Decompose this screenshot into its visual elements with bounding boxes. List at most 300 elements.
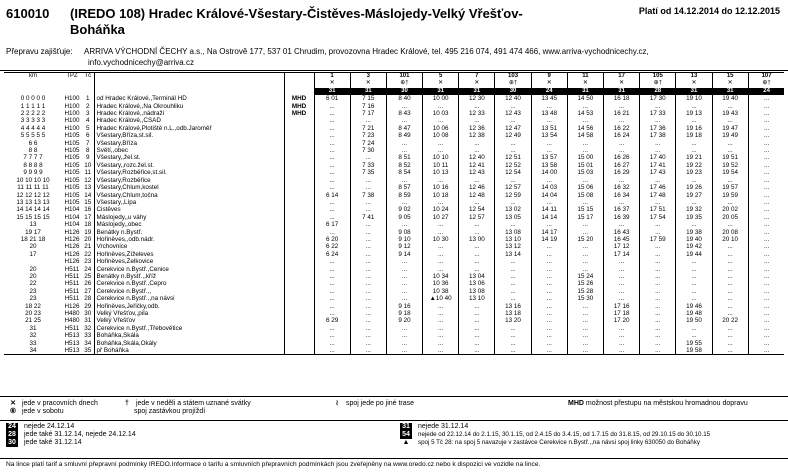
stop-mhd — [284, 214, 314, 221]
triangle-icon: ▲ — [400, 439, 412, 447]
departure-time: 17 40 — [640, 154, 676, 161]
stop-tpz: H100 — [64, 110, 80, 118]
departure-time: ... — [314, 110, 350, 117]
departure-time: 7 24 — [350, 140, 386, 147]
stop-name: Máslojedy,,obec — [94, 221, 284, 228]
departure-time: ... — [350, 236, 386, 243]
stop-km: 15 15 15 15 — [16, 213, 50, 221]
stop-row — [4, 236, 784, 243]
stop-name: Všestary,Chlum,točna — [94, 192, 284, 199]
note-54: 54 nejede od 22.12.14 do 2.1.15, 30.1.15, od 2.4.15 do 3.4.15, od 1.7.15 do 31.8.15, od 29.10.15 do 30.10.15 — [400, 431, 710, 439]
stop-row — [4, 147, 784, 154]
departure-time: 13 58 — [531, 162, 567, 169]
departure-time: ... — [748, 288, 784, 295]
stop-mhd — [284, 177, 314, 184]
departure-time: 8 57 — [386, 184, 422, 191]
trip-number: 107 — [748, 73, 784, 81]
departure-time: 15 30 — [567, 295, 603, 302]
departure-time: 16 27 — [604, 162, 640, 169]
stop-tpz: H480 — [64, 317, 80, 325]
departure-time: ... — [350, 347, 386, 355]
operating-days-icon: ✕ — [567, 80, 603, 87]
stop-name: Velký Vřešťov — [94, 317, 284, 324]
departure-time: ... — [423, 251, 459, 258]
departure-time: ... — [386, 177, 422, 184]
stop-name: Hořiněves,Jeřičky,odb. — [94, 303, 284, 310]
stop-row — [4, 154, 784, 161]
departure-time: ... — [314, 310, 350, 317]
operating-days-icon: ✕ — [314, 80, 350, 87]
departure-time: ... — [676, 147, 712, 154]
carrier-label: Přepravu zajišťuje: — [6, 47, 73, 56]
stop-tpz: H126 — [64, 228, 80, 236]
stop-mhd — [284, 251, 314, 258]
stop-row — [4, 184, 784, 191]
departure-time: ... — [495, 103, 531, 110]
trip-note-code: 28 — [640, 88, 676, 95]
departure-time: ... — [459, 347, 495, 355]
departure-time: ... — [314, 117, 350, 124]
trip-note-code: 31 — [350, 88, 386, 95]
operating-days-icon: ✕ — [712, 80, 748, 87]
stop-mhd — [284, 132, 314, 139]
header-blank — [4, 80, 62, 87]
departure-time: ... — [604, 103, 640, 110]
header-blank — [94, 88, 284, 95]
departure-time: 15 03 — [567, 169, 603, 176]
departure-time: ... — [712, 243, 748, 250]
departure-time: 16 29 — [604, 169, 640, 176]
departure-time: ... — [459, 117, 495, 124]
stop-tpz: H104 — [64, 213, 80, 221]
departure-time: 19 13 — [676, 110, 712, 117]
departure-time: 10 36 — [423, 280, 459, 287]
operating-days-icon: ✕ — [350, 80, 386, 87]
stop-km: 18 21 18 — [20, 235, 46, 243]
departure-time: 10 06 — [423, 125, 459, 132]
departure-time: ... — [531, 340, 567, 347]
departure-time: 15 08 — [567, 192, 603, 199]
stop-km: 32 — [29, 332, 37, 340]
departure-time: ... — [314, 325, 350, 332]
departure-time: 13 20 — [495, 317, 531, 324]
departure-time: ... — [604, 177, 640, 184]
departure-time: 12 46 — [459, 184, 495, 191]
departure-time: ... — [531, 325, 567, 332]
departure-time: ... — [567, 140, 603, 147]
departure-time: ... — [314, 206, 350, 213]
note-badge: 30 — [6, 439, 18, 447]
stop-tc: 18 — [82, 221, 94, 228]
departure-time: 10 16 — [423, 184, 459, 191]
departure-time: ... — [748, 177, 784, 184]
departure-time: 9 10 — [386, 236, 422, 243]
tpz-header: TPZ — [62, 73, 82, 81]
departure-time: 14 00 — [531, 169, 567, 176]
departure-time: 12 43 — [459, 169, 495, 176]
departure-time: ... — [640, 103, 676, 110]
stop-tpz: H100 — [64, 124, 80, 132]
departure-time: ... — [314, 132, 350, 139]
departure-time: ... — [640, 258, 676, 265]
departure-time: ... — [604, 258, 640, 265]
departure-time: 13 10 — [495, 236, 531, 243]
departure-time: ... — [495, 340, 531, 347]
note-badge: 54 — [400, 431, 412, 439]
operating-days-icon: ✕ — [531, 80, 567, 87]
departure-time: ... — [386, 288, 422, 295]
departure-time: ... — [314, 177, 350, 184]
departure-time: ... — [712, 251, 748, 258]
stop-name: Hradec Králové,,Na Okrouhliku — [94, 103, 284, 110]
departure-time: ... — [712, 199, 748, 206]
stop-name: Všestary,Rozběřice,st.sil. — [94, 169, 284, 176]
departure-time: 8 54 — [386, 169, 422, 176]
departure-time: ... — [314, 295, 350, 302]
stop-tpz: H511 — [64, 324, 80, 332]
stop-name: Benátky n.Bystř. — [94, 229, 284, 236]
departure-time: ... — [459, 229, 495, 236]
stop-name: Hradec Králové,Plotiště n.L.,odb.Jaroměř — [94, 125, 284, 132]
trip-number: 13 — [676, 73, 712, 81]
departure-time: ... — [712, 273, 748, 280]
departure-time: ▲10 40 — [423, 295, 459, 302]
departure-time: ... — [567, 258, 603, 265]
note-30: 30 jede také 31.12.14 — [6, 439, 82, 447]
departure-time: ... — [640, 310, 676, 317]
departure-time: ... — [459, 340, 495, 347]
stop-tpz: H100 — [64, 95, 80, 103]
departure-time: ... — [531, 177, 567, 184]
stop-tpz: H126 — [64, 243, 80, 251]
stop-name: Všestary,Rozběřice — [94, 177, 284, 184]
trip-note-code: 24 — [531, 88, 567, 95]
stop-tc: 29 — [82, 303, 94, 310]
trip-number: 103 — [495, 73, 531, 81]
stop-name: Cerekvice n.Bystř.,Čepro — [94, 280, 284, 287]
stop-row — [4, 95, 784, 102]
departure-time: ... — [386, 347, 422, 355]
departure-time: ... — [495, 147, 531, 154]
header-blank — [94, 80, 284, 87]
operating-days-icon: ⊕† — [495, 80, 531, 87]
stop-tc: 6 — [82, 132, 94, 139]
departure-time: 6 24 — [314, 251, 350, 258]
departure-time: ... — [495, 280, 531, 287]
departure-time: 17 59 — [640, 236, 676, 243]
departure-time: 19 59 — [712, 192, 748, 199]
departure-time: ... — [567, 221, 603, 228]
stop-tpz: H513 — [64, 339, 80, 347]
departure-time: 20 02 — [712, 206, 748, 213]
stop-row — [4, 295, 784, 302]
departure-time: 17 54 — [640, 214, 676, 221]
departure-time: 19 18 — [676, 132, 712, 139]
stop-tpz: H511 — [64, 272, 80, 280]
departure-time: ... — [640, 273, 676, 280]
legend-sunday: † jede v neděli a státem uznané svátky — [120, 400, 251, 408]
validity-period: Platí od 14.12.2014 do 12.12.2015 — [638, 6, 780, 16]
departure-time: ... — [386, 117, 422, 124]
departure-time: 19 21 — [676, 154, 712, 161]
departure-time: ... — [567, 303, 603, 310]
departure-time: ... — [676, 280, 712, 287]
departure-time: ... — [748, 266, 784, 273]
departure-time: ... — [604, 325, 640, 332]
departure-time: 12 41 — [459, 162, 495, 169]
stop-row — [4, 162, 784, 169]
departure-time: ... — [350, 332, 386, 339]
departure-time: 17 43 — [640, 169, 676, 176]
departure-time: ... — [350, 325, 386, 332]
stop-km: 31 — [29, 324, 37, 332]
departure-time: ... — [604, 295, 640, 302]
stop-mhd — [284, 169, 314, 176]
stop-km: 22 — [29, 280, 37, 288]
trip-note-code: 30 — [495, 88, 531, 95]
operating-days-icon: ✕ — [676, 80, 712, 87]
stop-mhd — [284, 199, 314, 206]
stop-name: Hořiněves,Žíželeves — [94, 251, 284, 258]
departure-time: ... — [495, 332, 531, 339]
departure-time: ... — [495, 221, 531, 228]
departure-time: 16 37 — [604, 206, 640, 213]
departure-time: ... — [640, 280, 676, 287]
departure-time: ... — [748, 154, 784, 161]
departure-time: 6 01 — [314, 95, 350, 102]
departure-time: 10 34 — [423, 273, 459, 280]
header-blank — [82, 88, 94, 95]
departure-time: ... — [748, 273, 784, 280]
departure-time: ... — [748, 221, 784, 228]
departure-time: ... — [350, 295, 386, 302]
departure-time: 16 39 — [604, 214, 640, 221]
departure-time: ... — [386, 140, 422, 147]
departure-time: 16 24 — [604, 132, 640, 139]
departure-time: ... — [459, 266, 495, 273]
stop-tc: 9 — [82, 154, 94, 161]
stop-row — [4, 251, 784, 258]
departure-time: ... — [386, 147, 422, 154]
stop-row — [4, 221, 784, 228]
departure-time: 19 43 — [712, 110, 748, 117]
departure-time: 13 08 — [459, 288, 495, 295]
departure-time: 14 04 — [531, 192, 567, 199]
workdays-icon: ✕ — [10, 400, 16, 407]
departure-time: ... — [386, 199, 422, 206]
departure-time: ... — [423, 103, 459, 110]
departure-time: ... — [531, 140, 567, 147]
stop-name: př Boháňka — [94, 347, 284, 355]
stop-mhd — [284, 332, 314, 339]
departure-time: ... — [712, 310, 748, 317]
departure-time: ... — [676, 258, 712, 265]
stop-row — [4, 206, 784, 213]
departure-time: ... — [423, 258, 459, 265]
departure-time: 14 03 — [531, 184, 567, 191]
departure-time: 16 32 — [604, 184, 640, 191]
stop-row — [4, 110, 784, 117]
stop-tpz: H105 — [64, 132, 80, 140]
stop-tpz: H105 — [64, 191, 80, 199]
departure-time: ... — [495, 140, 531, 147]
departure-time: 17 16 — [604, 303, 640, 310]
operating-days-icon: ✕ — [423, 80, 459, 87]
trip-number: 17 — [604, 73, 640, 81]
sunday-cross-icon: † — [125, 400, 129, 407]
departure-time: ... — [640, 177, 676, 184]
departure-time: 13 14 — [495, 251, 531, 258]
departure-time: ... — [712, 221, 748, 228]
departure-time: 19 47 — [712, 125, 748, 132]
stop-km: 11 11 11 11 — [17, 184, 49, 192]
stop-tpz: H126 — [64, 250, 80, 258]
departure-time: 13 02 — [495, 206, 531, 213]
stop-row — [4, 303, 784, 310]
departure-time: 10 11 — [423, 162, 459, 169]
stop-name: od Hradec Králové,,Terminál HD — [94, 95, 284, 102]
stop-row — [4, 229, 784, 236]
departure-time: 7 41 — [350, 214, 386, 221]
stop-name: Čistěves — [94, 206, 284, 213]
departure-time: 17 14 — [604, 251, 640, 258]
stop-row — [4, 214, 784, 221]
departure-time: 19 55 — [676, 340, 712, 347]
departure-time: 6 29 — [314, 317, 350, 324]
departure-time: ... — [314, 184, 350, 191]
stop-tc: 25 — [82, 273, 94, 280]
departure-time: ... — [531, 199, 567, 206]
operating-days-icon: ✕ — [459, 80, 495, 87]
departure-time: ... — [459, 140, 495, 147]
departure-time: ... — [495, 347, 531, 355]
stop-name: Hradec Králové,,ČSAD — [94, 117, 284, 124]
stop-km: 12 12 12 12 — [16, 191, 50, 199]
departure-time: ... — [531, 221, 567, 228]
departure-time: 12 54 — [459, 206, 495, 213]
trip-number: 7 — [459, 73, 495, 81]
departure-time: ... — [314, 303, 350, 310]
stop-name: Všestary,Chlum,kostel — [94, 184, 284, 191]
stop-mhd — [284, 236, 314, 243]
departure-time: ... — [748, 184, 784, 191]
stop-tc: 14 — [82, 192, 94, 199]
departure-time: ... — [712, 347, 748, 355]
stop-km: 20 — [29, 243, 37, 251]
stop-km: 0 0 0 0 0 — [20, 95, 46, 103]
departure-time: ... — [495, 266, 531, 273]
stop-km: 18 22 — [25, 302, 41, 310]
stop-mhd — [284, 258, 314, 265]
stop-mhd: MHD — [291, 95, 307, 103]
stop-tpz: H511 — [64, 287, 80, 295]
departure-time: ... — [604, 288, 640, 295]
departure-time: 7 21 — [350, 125, 386, 132]
departure-time: ... — [567, 147, 603, 154]
departure-time: ... — [748, 303, 784, 310]
departure-time: ... — [640, 303, 676, 310]
departure-time: 19 49 — [712, 132, 748, 139]
stop-tpz: H126 — [64, 258, 80, 266]
stop-tc: 16 — [82, 206, 94, 213]
departure-time: ... — [676, 199, 712, 206]
departure-time: ... — [748, 117, 784, 124]
departure-time: ... — [567, 310, 603, 317]
stop-tpz: H513 — [64, 332, 80, 340]
departure-time: 12 33 — [459, 110, 495, 117]
legend-workdays: ✕ jede v pracovních dnech — [6, 400, 98, 408]
departure-time: ... — [350, 177, 386, 184]
stop-tpz: H105 — [64, 176, 80, 184]
departure-time: ... — [423, 221, 459, 228]
stop-name: Světí,,obec — [94, 147, 284, 154]
stop-name: Hořiněves,Želkovice — [94, 258, 284, 265]
stop-row — [4, 132, 784, 139]
departure-time: 15 28 — [567, 288, 603, 295]
departure-time: 19 32 — [676, 206, 712, 213]
stop-tpz: H105 — [64, 154, 80, 162]
departure-time: ... — [712, 303, 748, 310]
header-blank — [62, 80, 82, 87]
stop-row — [4, 258, 784, 265]
stop-row — [4, 192, 784, 199]
stop-name: Máslojedy,,u váhy — [94, 214, 284, 221]
departure-time: ... — [459, 317, 495, 324]
departure-time: 7 23 — [350, 132, 386, 139]
departure-time: ... — [314, 169, 350, 176]
departure-time: ... — [748, 132, 784, 139]
departure-time: 13 57 — [531, 154, 567, 161]
departure-time: ... — [712, 280, 748, 287]
departure-time: 15 15 — [567, 206, 603, 213]
departure-time: 19 10 — [676, 95, 712, 102]
stop-row — [4, 347, 784, 355]
departure-time: 14 19 — [531, 236, 567, 243]
stop-km: 34 — [4, 347, 62, 355]
stop-tpz: H104 — [64, 206, 80, 214]
stop-km: 6 6 — [28, 139, 38, 147]
departure-time: ... — [350, 266, 386, 273]
departure-time: ... — [676, 117, 712, 124]
departure-time: ... — [386, 221, 422, 228]
departure-time: ... — [640, 340, 676, 347]
departure-time: 10 24 — [423, 206, 459, 213]
departure-time: 17 46 — [640, 184, 676, 191]
departure-time: 10 27 — [423, 214, 459, 221]
departure-time: ... — [459, 303, 495, 310]
departure-time: ... — [314, 199, 350, 206]
stop-mhd — [284, 162, 314, 169]
departure-time: 17 18 — [604, 310, 640, 317]
departure-time: ... — [350, 199, 386, 206]
stop-tpz: H105 — [64, 147, 80, 155]
departure-time: ... — [748, 229, 784, 236]
stop-mhd — [284, 347, 314, 355]
departure-time: 17 33 — [640, 110, 676, 117]
departure-time: ... — [531, 317, 567, 324]
departure-time: ... — [314, 214, 350, 221]
stop-tc: 22 — [82, 251, 94, 258]
departure-time: ... — [567, 317, 603, 324]
departure-time: ... — [712, 295, 748, 302]
departure-time: ... — [350, 340, 386, 347]
departure-time: 9 20 — [386, 317, 422, 324]
departure-time: 8 43 — [386, 110, 422, 117]
stop-mhd — [284, 280, 314, 287]
stop-tc: 7 — [82, 140, 94, 147]
stop-row — [4, 325, 784, 332]
departure-time: ... — [748, 199, 784, 206]
